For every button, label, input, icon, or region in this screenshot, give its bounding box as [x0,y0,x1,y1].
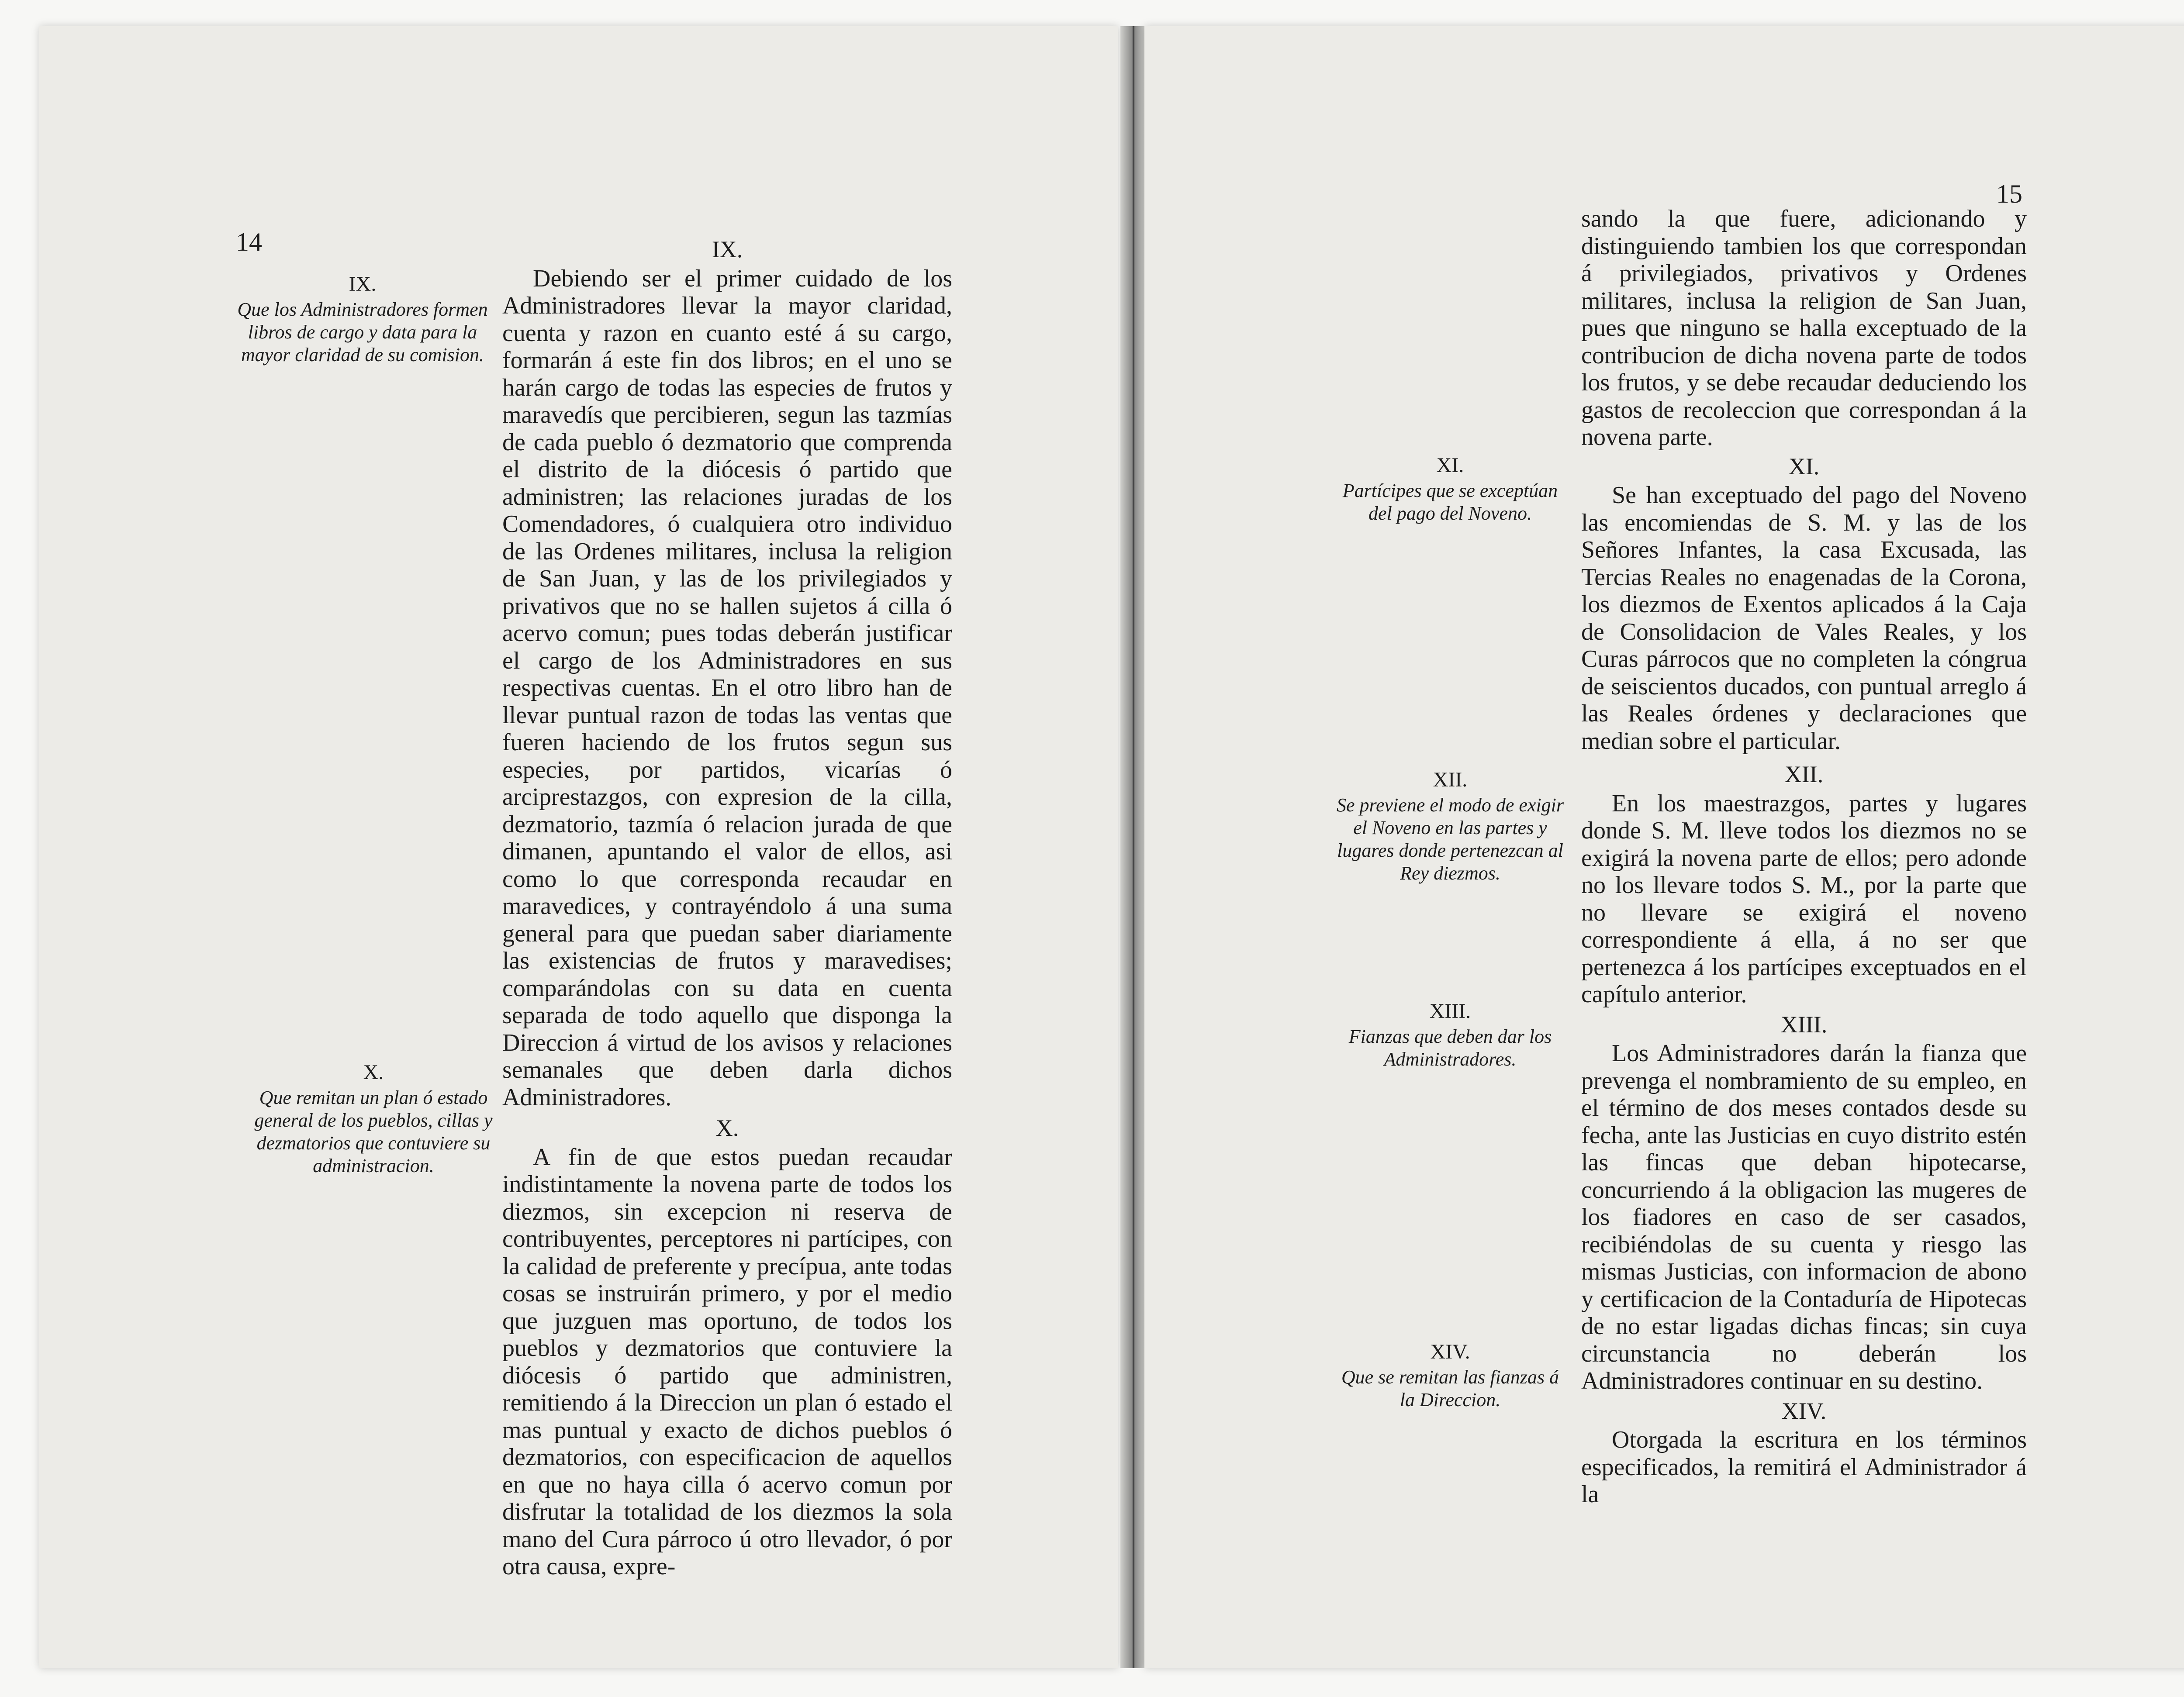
margin-note-number: XI. [1436,454,1464,477]
page-number-left: 14 [236,228,262,256]
section-body-x: A fin de que estos puedan recaudar indistintamente la novena parte de todos los diezmos, sin excepcion ni reserva de contribuyentes, perceptores ni partícipes, con la calidad de preferente y precípua, ante todas cosas se instruirán primero, y por el medio que juzguen mas oportuno, de todos los pueblos y dezmatorios que contuviere la diócesis ó partido que administren, remitiendo á la Direccion un plan ó estado el mas puntual y exacto de dichos pueblos ó dezmatorios, con especificacion de aquellos en que no haya cilla ó acervo comun por disfrutar la totalidad de los diezmos la sola mano del Cura párroco ú otro llevador, ó por otra causa, expre- [502,1143,952,1580]
margin-note-text: Fianzas que deben dar los Administradores. [1348,1026,1552,1070]
section-heading-xi: XI. [1788,453,1820,479]
section-heading-xii: XII. [1784,761,1824,787]
margin-note-xiv [1332,1341,1568,1411]
margin-note-number: IX. [349,272,377,296]
section-heading-xiii: XIII. [1780,1011,1828,1038]
margin-note-xiii [1332,1000,1568,1071]
margin-note-text: Partícipes que se exceptúan del pago del Noveno. [1342,480,1558,524]
section-heading-xiv: XIV. [1781,1397,1827,1424]
book-gutter [1120,26,1147,1668]
margin-note-number: X. [363,1061,384,1084]
continuation-text: sando la que fuere, adicionando y distinguiendo tambien los que correspondan á privilegiados, privativos y Ordenes militares, inclusa la religion de San Juan, pues que ninguno se halla exceptuado de la contribucion de dicha novena parte de todos los frutos, y se debe recaudar deduciendo los gastos de recoleccion que correspondan á la novena parte. [1581,205,2027,451]
margin-note-ix [232,273,494,366]
margin-note-number: XIV. [1430,1340,1470,1363]
margin-note-xii [1332,769,1568,885]
margin-note-text: Que remitan un plan ó estado general de los pueblos, cillas y dezmatorios que contuviere su administracion. [254,1087,493,1176]
right-text-column [1581,205,2027,1508]
section-body-ix: Debiendo ser el primer cuidado de los Administradores llevar la mayor claridad, cuenta y razon en cuanto esté á su cargo, formarán á este fin dos libros; en el uno se harán cargo de todas las especies de frutos y maravedís que percibieren, segun las tazmías de cada pueblo ó dezmatorio que comprenda el distrito de la diócesis ó partido que administren; las relaciones juradas de los Comendadores, ó cualquiera otro individuo de las Ordenes militares, inclusa la religion de San Juan, y las de los privilegiados y privativos que no se hallen sujetos á cilla ó acervo comun; pues todas deberán justificar el cargo de los Administradores en sus respectivas cuentas. En el otro libro han de llevar puntual razon de todas las ventas que fueren haciendo de los frutos segun sus especies, por partidos, vicarías ó arciprestazgos, con expresion de la cilla, dezmatorio, tazmía ó relacion jurada de que dimanen, apuntando el valor de ellos, asi como lo que corresponda recaudar en maravedices, y contrayéndolo á una suma general para que puedan saber diariamente las existencias de frutos y maravedises; comparándolas con su data en cuenta separada de todo aquello que disponga la Direccion á virtud de los avisos y relaciones semanales que deben darla dichos Administradores. [502,265,952,1111]
section-body-xi: Se han exceptuado del pago del Noveno las encomiendas de S. M. y las de los Señores Infantes, la casa Excusada, las Tercias Reales no enagenadas de la Corona, los diezmos de Exentos aplicados á la Caja de Consolidacion de Vales Reales, y los Curas párrocos que no completen la cóngrua de seiscientos ducados, con puntual arreglo á las Reales órdenes y declaraciones que median sobre el particular. [1581,482,2027,755]
margin-note-text: Se previene el modo de exigir el Noveno en las partes y lugares donde pertenezcan al Rey diezmos. [1336,794,1564,884]
section-body-xiii: Los Administradores darán la fianza que prevenga el nombramiento de su empleo, en el término de dos meses contados desde su fecha, ante las Justicias en cuyo distrito estén las fincas que deban hipotecarse, concurriendo á la obligacion las mugeres de los fiadores en caso de ser casados, recibiéndolas de su cuenta y riesgo las mismas Justicias, con informacion de abono y certificacion de la Contaduría de Hipotecas de no estar ligadas dichas fincas; sin cuya circunstancia no deberán los Administradores continuar en su destino. [1581,1040,2027,1394]
margin-note-number: XIII. [1429,1000,1471,1023]
margin-note-text: Que los Administradores formen libros de cargo y data para la mayor claridad de su comision. [237,299,488,366]
section-heading-ix: IX. [712,236,743,262]
left-text-column [502,236,952,1580]
margin-note-xi [1332,454,1568,525]
margin-note-x [245,1061,502,1177]
section-body-xiv: Otorgada la escritura en los términos especificados, la remitirá el Administrador á la [1581,1426,2027,1508]
section-heading-x: X. [715,1115,739,1141]
margin-note-number: XII. [1433,768,1468,791]
margin-note-text: Que se remitan las fianzas á la Direccion. [1341,1366,1559,1411]
page-number-right: 15 [1996,179,2022,208]
section-body-xii: En los maestrazgos, partes y lugares donde S. M. lleve todos los diezmos no se exigirá la novena parte de ellos; pero adonde no los llevare todos S. M., por la parte que no llevare se exigirá el noveno correspondiente á ella, á no ser que pertenezca á los partícipes exceptuados en el capítulo anterior. [1581,790,2027,1008]
